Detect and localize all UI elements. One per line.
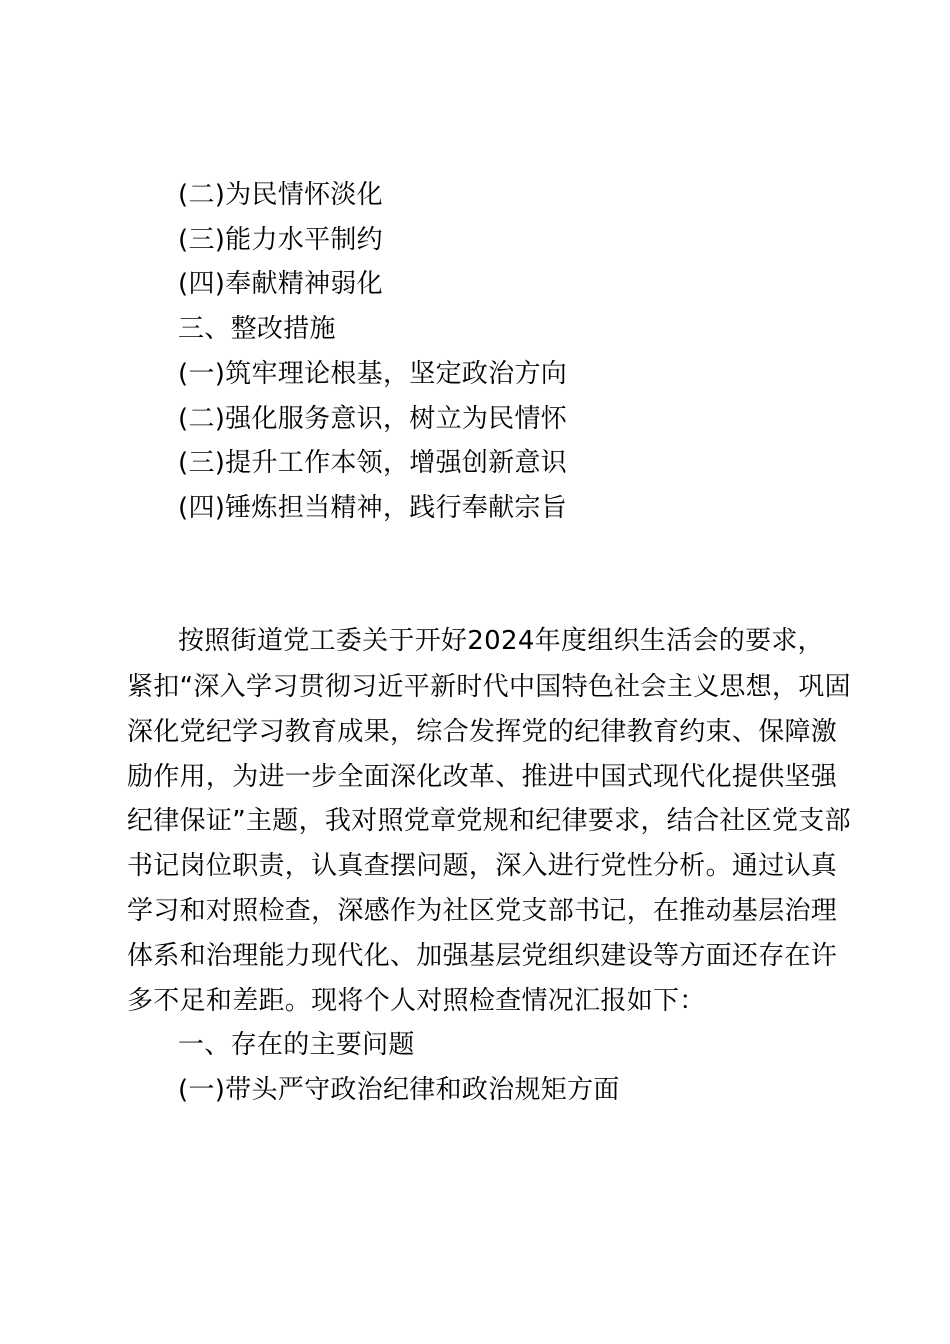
- paragraph-line: 书记岗位职责，认真查摆问题，深入进行党性分析。通过认真: [127, 851, 838, 881]
- outline-item: (一)带头严守政治纪律和政治规矩方面: [178, 1075, 620, 1105]
- paragraph-line: 深化党纪学习教育成果，综合发挥党的纪律教育约束、保障激: [127, 717, 838, 747]
- outline-item: (二)强化服务意识，树立为民情怀: [178, 404, 568, 434]
- paragraph-line: 纪律保证”主题，我对照党章党规和纪律要求，结合社区党支部: [127, 806, 851, 836]
- section-heading: 三、整改措施: [178, 314, 336, 344]
- outline-item: (三)能力水平制约: [178, 225, 383, 255]
- outline-item: (四)锤炼担当精神，践行奉献宗旨: [178, 493, 568, 523]
- outline-item: (三)提升工作本领，增强创新意识: [178, 448, 568, 478]
- paragraph-line: 学习和对照检查，深感作为社区党支部书记，在推动基层治理: [127, 896, 838, 926]
- outline-item: (四)奉献精神弱化: [178, 269, 383, 299]
- paragraph-line: 按照街道党工委关于开好2024年度组织生活会的要求，: [178, 626, 824, 656]
- section-heading: 一、存在的主要问题: [178, 1030, 415, 1060]
- paragraph-line: 励作用，为进一步全面深化改革、推进中国式现代化提供坚强: [127, 762, 838, 792]
- paragraph-line: 紧扣“深入学习贯彻习近平新时代中国特色社会主义思想，巩固: [127, 672, 851, 702]
- outline-item: (一)筑牢理论根基，坚定政治方向: [178, 359, 568, 389]
- paragraph-line: 体系和治理能力现代化、加强基层党组织建设等方面还存在许: [127, 941, 838, 971]
- outline-item: (二)为民情怀淡化: [178, 180, 383, 210]
- paragraph-line: 多不足和差距。现将个人对照检查情况汇报如下：: [127, 986, 706, 1016]
